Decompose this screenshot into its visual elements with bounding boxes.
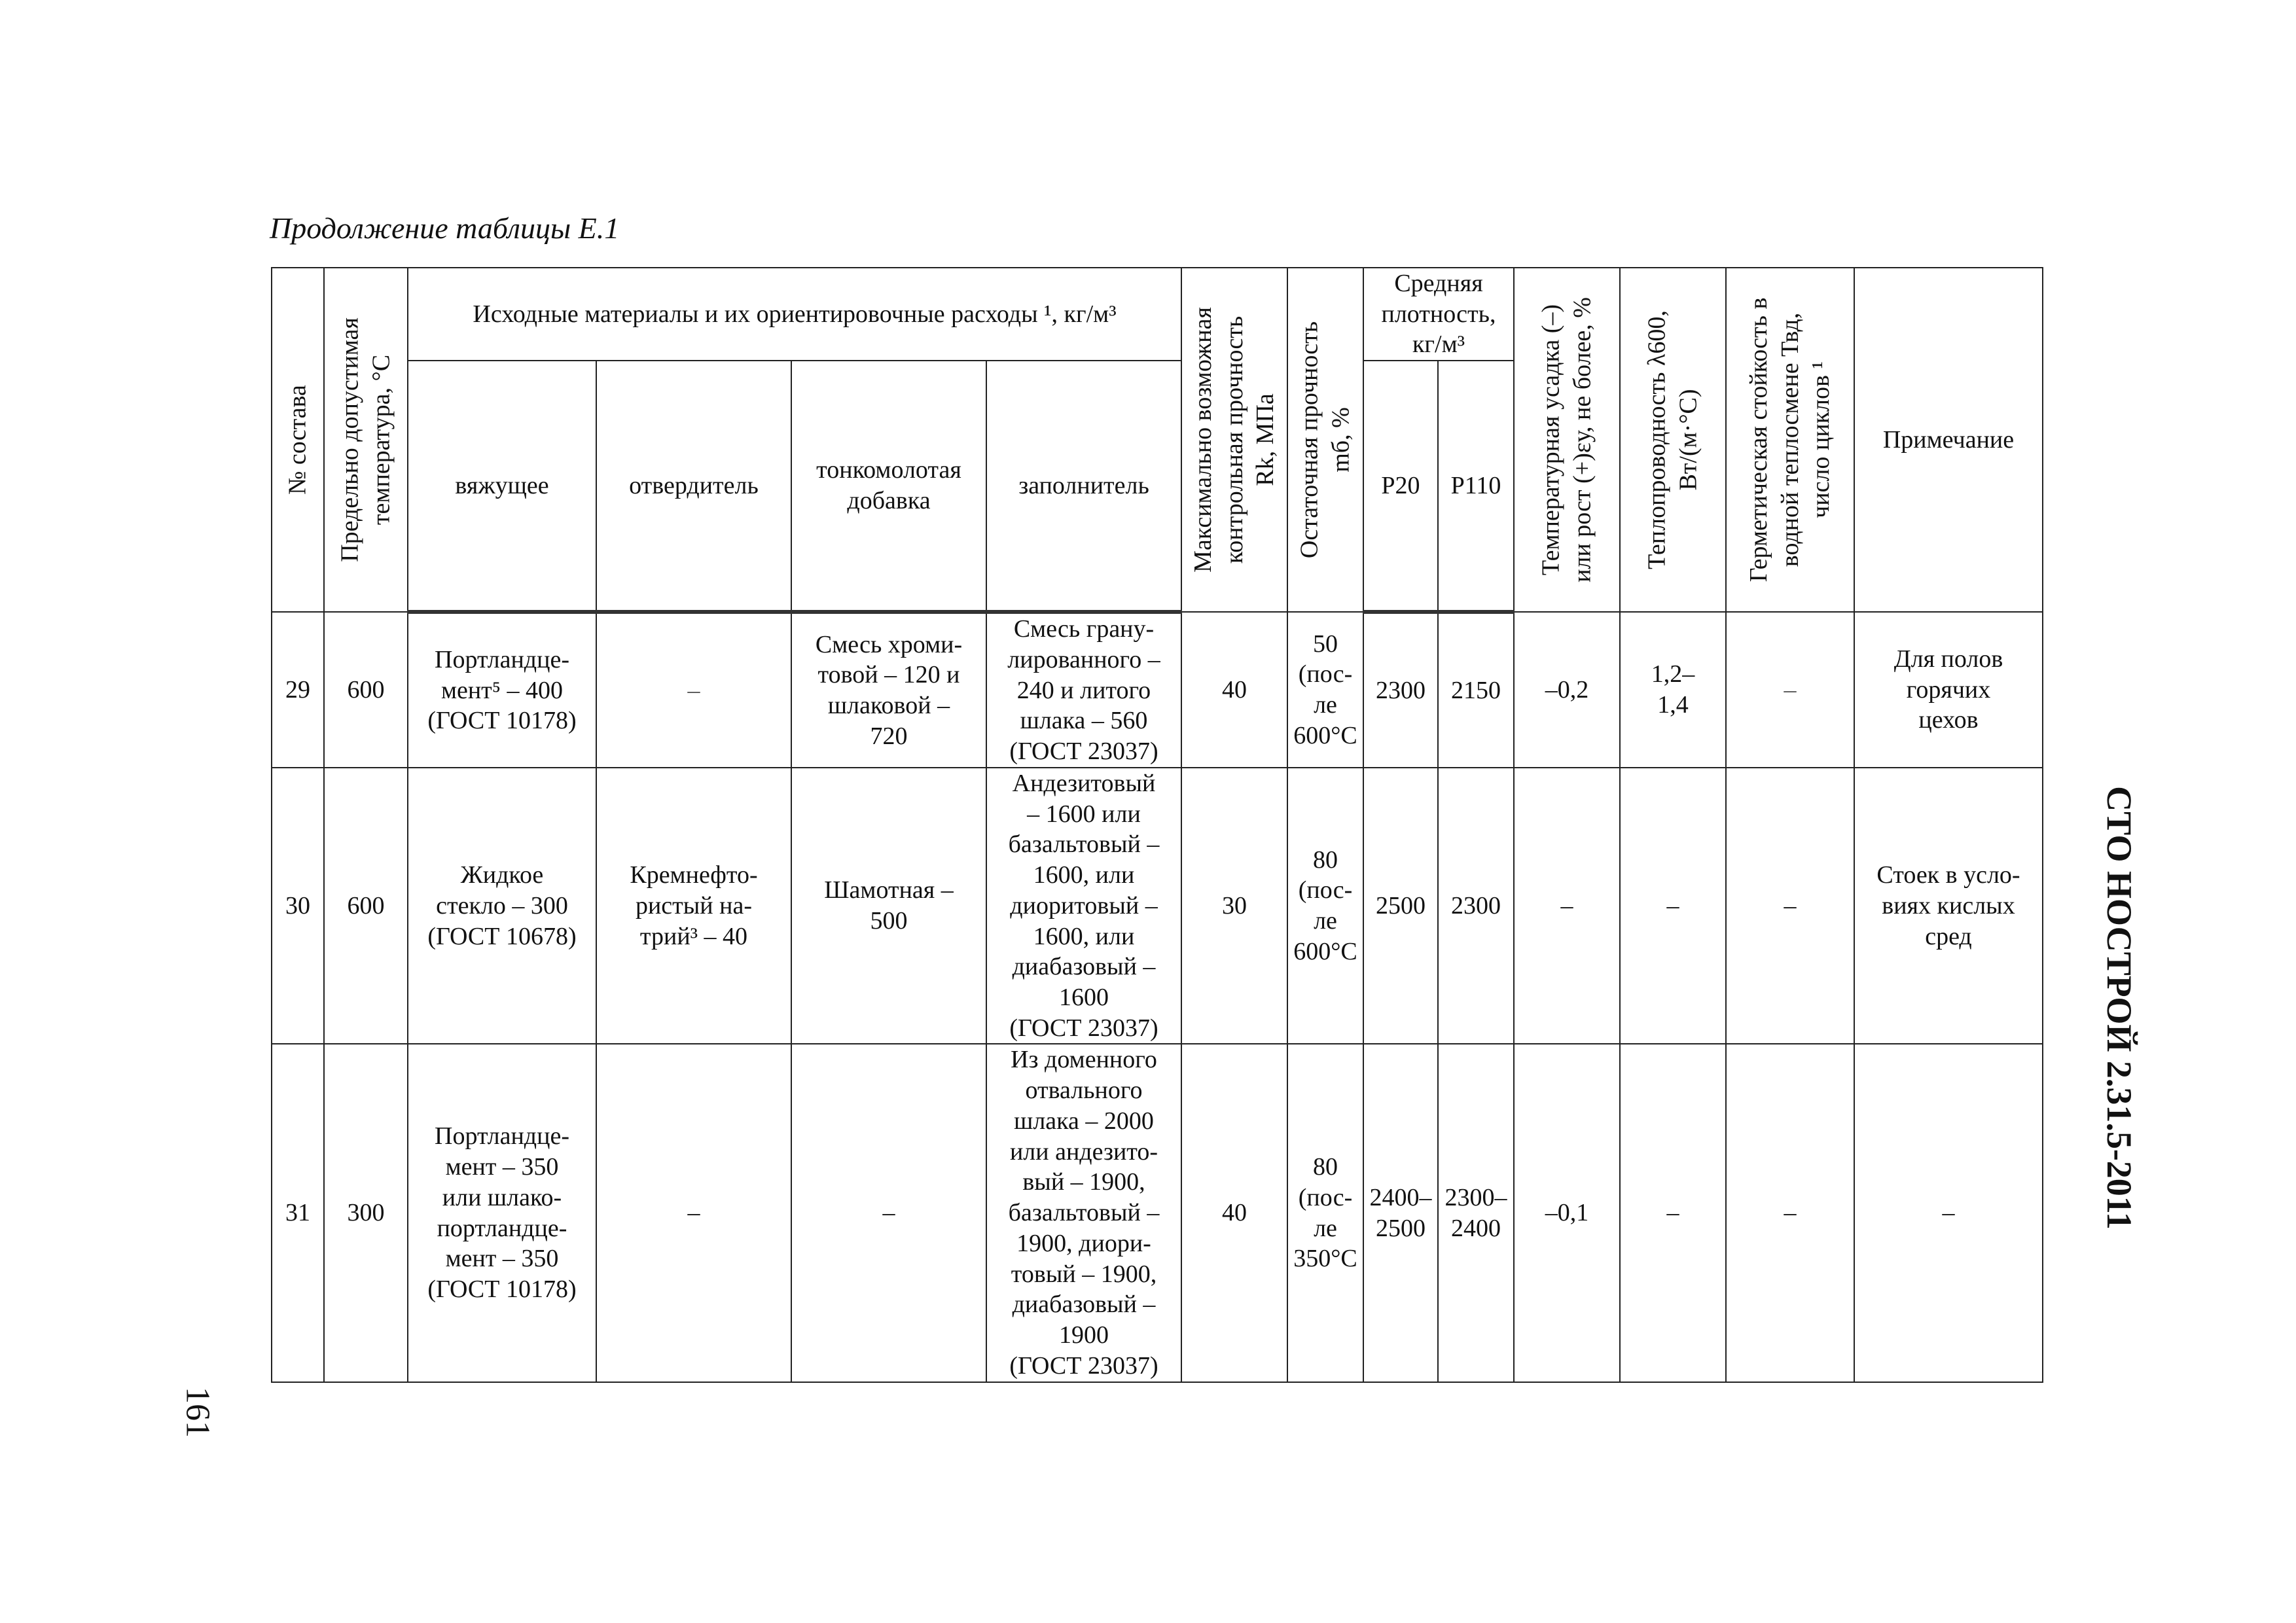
cell-shrink: –0,1	[1514, 1044, 1620, 1382]
header-materials-group: Исходные материалы и их ориентировочные расходы ¹, кг/м³	[408, 268, 1181, 361]
header-p110: Р110	[1438, 361, 1514, 612]
document-code: СТО НОСТРОЙ 2.31.5-2011	[2100, 786, 2139, 1230]
cell-temp: 600	[324, 768, 408, 1044]
cell-binder: Жидкое стекло – 300 (ГОСТ 10678)	[408, 768, 596, 1044]
header-composition-number: № состава	[272, 268, 324, 612]
cell-filler: Андезитовый – 1600 или базальтовый – 1600, или диоритовый – 1600, или диабазовый – 1600 (ГОСТ 23037)	[986, 768, 1181, 1044]
header-thermal-conductivity: Теплопроводность λ600, Вт/(м·°С)	[1620, 268, 1726, 612]
cell-num: 29	[272, 612, 324, 768]
header-filler: заполнитель	[986, 361, 1181, 612]
cell-p20: 2500	[1363, 768, 1438, 1044]
header-density-group: Средняя плотность, кг/м³	[1363, 268, 1514, 361]
header-p20: Р20	[1363, 361, 1438, 612]
header-note: Примечание	[1854, 268, 2043, 612]
cell-hermetic: –	[1726, 612, 1854, 768]
cell-p110: 2150	[1438, 612, 1514, 768]
cell-hermetic: –	[1726, 1044, 1854, 1382]
table-container	[271, 267, 2043, 1383]
cell-hardener: –	[596, 612, 791, 768]
cell-num: 30	[272, 768, 324, 1044]
cell-residual: 80 (пос- ле 600°С	[1287, 768, 1363, 1044]
cell-additive: Шамотная – 500	[791, 768, 986, 1044]
header-hermetic-resistance: Герметическая стойкость в водной теплосмене Твд, число циклов ¹	[1726, 268, 1854, 612]
cell-filler: Из доменного отвального шлака – 2000 или андезито- вый – 1900, базальтовый – 1900, диори- товый – 1900, диабазовый – 1900 (ГОСТ 23037)	[986, 1044, 1181, 1382]
header-thermal-shrinkage: Температурная усадка (–) или рост (+)εу, не более, %	[1514, 268, 1620, 612]
header-additive: тонкомолотая добавка	[791, 361, 986, 612]
page-number: 161	[179, 1387, 217, 1438]
cell-residual: 50 (пос- ле 600°С	[1287, 612, 1363, 768]
cell-hermetic: –	[1726, 768, 1854, 1044]
cell-strength: 40	[1181, 1044, 1287, 1382]
materials-table	[271, 267, 2043, 1383]
cell-hardener: –	[596, 1044, 791, 1382]
cell-strength: 30	[1181, 768, 1287, 1044]
cell-filler: Смесь грану- лированного – 240 и литого шлака – 560 (ГОСТ 23037)	[986, 612, 1181, 768]
table-row	[272, 612, 2043, 768]
cell-temp: 600	[324, 612, 408, 768]
header-residual-strength: Остаточная прочность mб, %	[1287, 268, 1363, 612]
header-hardener: отвердитель	[596, 361, 791, 612]
cell-p20: 2400– 2500	[1363, 1044, 1438, 1382]
cell-note: Стоек в усло- виях кислых сред	[1854, 768, 2043, 1044]
cell-note: –	[1854, 1044, 2043, 1382]
cell-num: 31	[272, 1044, 324, 1382]
cell-p20: 2300	[1363, 612, 1438, 768]
header-max-strength: Максимально возможная контрольная прочность Rk, МПа	[1181, 268, 1287, 612]
table-row	[272, 768, 2043, 1044]
header-max-temperature: Предельно допустимая температура, °С	[324, 268, 408, 612]
header-binder: вяжущее	[408, 361, 596, 612]
cell-thermal: –	[1620, 768, 1726, 1044]
table-caption: Продолжение таблицы Е.1	[270, 211, 620, 245]
cell-shrink: –0,2	[1514, 612, 1620, 768]
table-row	[272, 1044, 2043, 1382]
cell-thermal: –	[1620, 1044, 1726, 1382]
cell-note: Для полов горячих цехов	[1854, 612, 2043, 768]
cell-thermal: 1,2– 1,4	[1620, 612, 1726, 768]
cell-binder: Портландце- мент – 350 или шлако- портландце- мент – 350 (ГОСТ 10178)	[408, 1044, 596, 1382]
cell-temp: 300	[324, 1044, 408, 1382]
cell-strength: 40	[1181, 612, 1287, 768]
cell-residual: 80 (пос- ле 350°С	[1287, 1044, 1363, 1382]
cell-p110: 2300– 2400	[1438, 1044, 1514, 1382]
cell-hardener: Кремнефто- ристый на- трий³ – 40	[596, 768, 791, 1044]
cell-shrink: –	[1514, 768, 1620, 1044]
cell-p110: 2300	[1438, 768, 1514, 1044]
cell-binder: Портландце- мент⁵ – 400 (ГОСТ 10178)	[408, 612, 596, 768]
cell-additive: –	[791, 1044, 986, 1382]
cell-additive: Смесь хроми- товой – 120 и шлаковой – 720	[791, 612, 986, 768]
